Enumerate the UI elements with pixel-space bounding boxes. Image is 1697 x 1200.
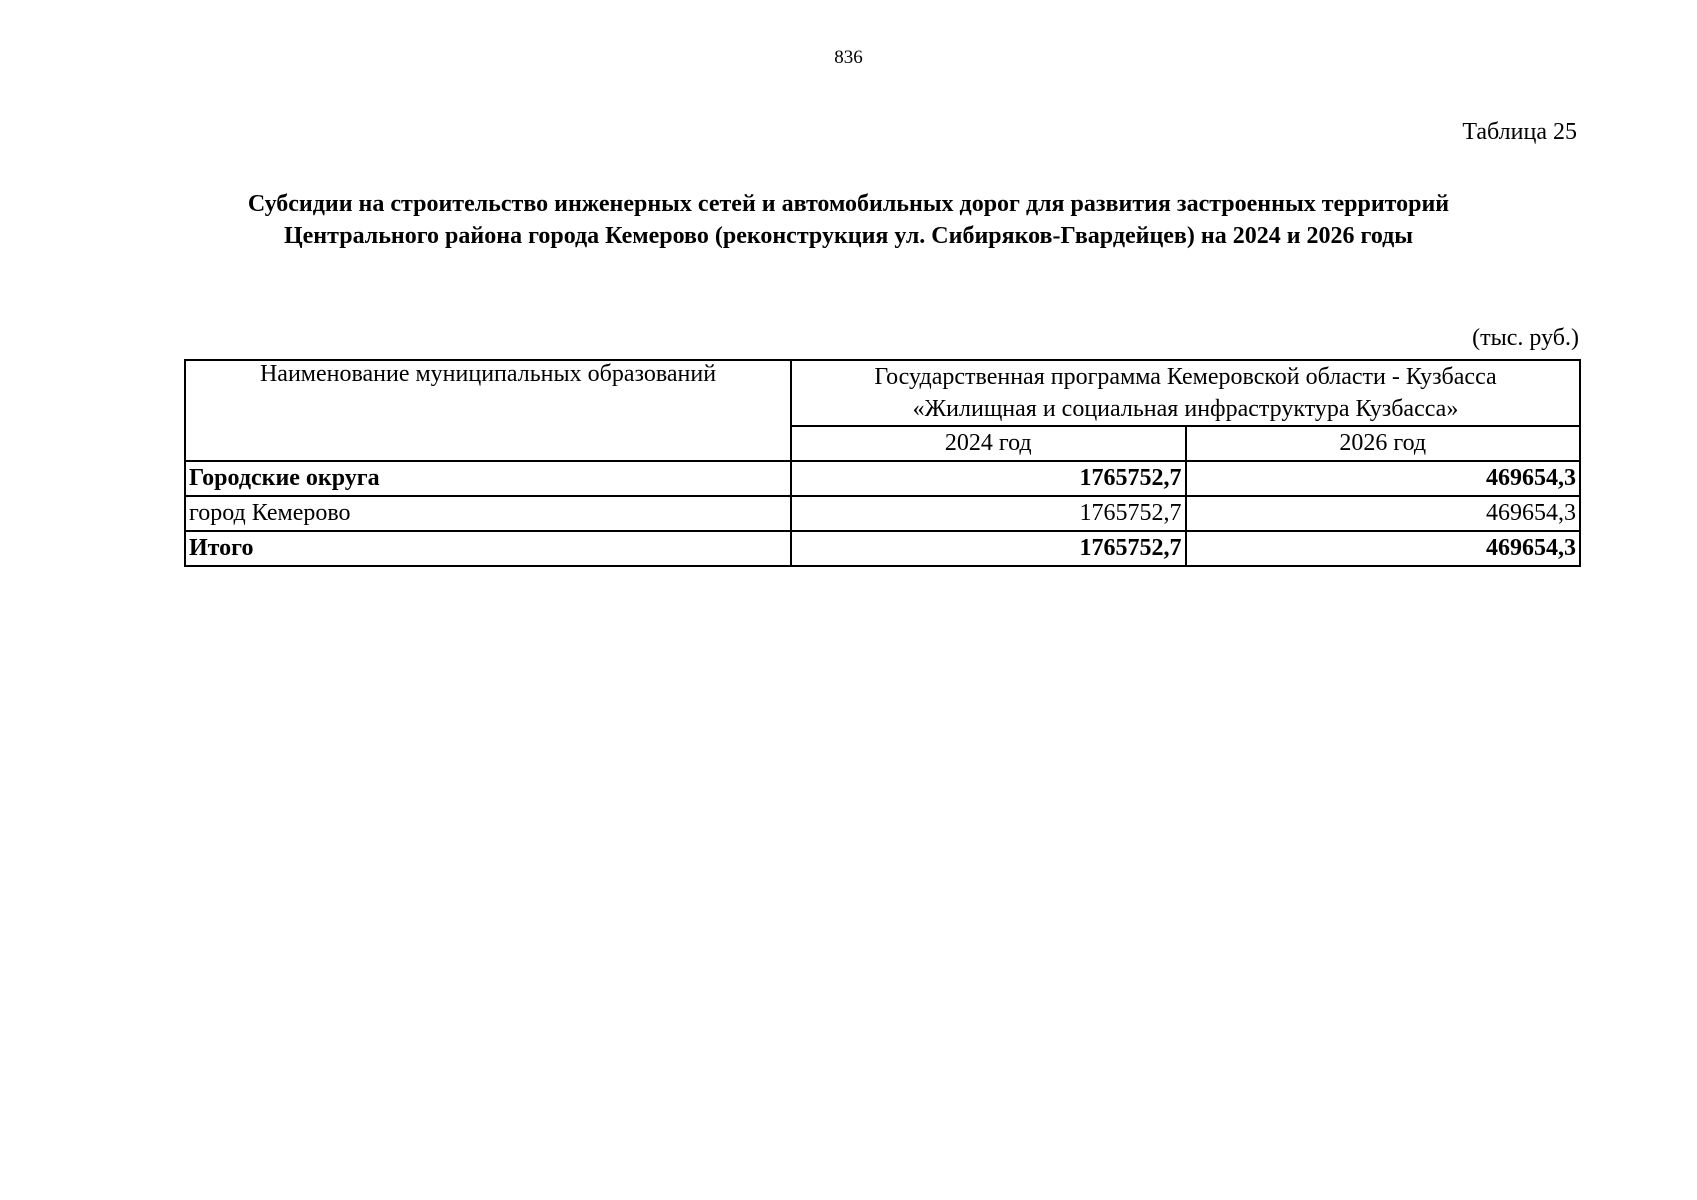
subsidies-table bbox=[184, 359, 1581, 567]
document-title-line-2: Центрального района города Кемерово (реконструкция ул. Сибиряков-Гвардейцев) на 2024 и 2026 годы bbox=[283, 223, 1414, 249]
header-program bbox=[791, 360, 1580, 426]
value-2026: 469654,3 bbox=[1186, 496, 1581, 531]
value-2024: 1765752,7 bbox=[791, 496, 1186, 531]
units-label: (тыс. руб.) bbox=[1472, 325, 1579, 351]
header-program-line-1: Государственная программа Кемеровской области - Кузбасса bbox=[874, 364, 1497, 390]
page-number: 836 bbox=[834, 47, 863, 68]
document-title bbox=[120, 188, 1577, 252]
header-program-line-2: «Жилищная и социальная инфраструктура Кузбасса» bbox=[912, 396, 1459, 422]
value-2024: 1765752,7 bbox=[791, 461, 1186, 496]
header-municipality-name: Наименование муниципальных образований bbox=[185, 360, 791, 461]
value-2026: 469654,3 bbox=[1186, 461, 1581, 496]
header-year-2024: 2024 год bbox=[791, 426, 1186, 461]
value-2026: 469654,3 bbox=[1186, 531, 1581, 566]
row-name: Городские округа bbox=[185, 461, 791, 496]
table-row-total bbox=[185, 531, 1580, 566]
header-year-2026: 2026 год bbox=[1186, 426, 1581, 461]
table-header-row bbox=[185, 360, 1580, 426]
table-row-kemerovo bbox=[185, 496, 1580, 531]
table-row-urban-districts bbox=[185, 461, 1580, 496]
row-name: город Кемерово bbox=[185, 496, 791, 531]
value-2024: 1765752,7 bbox=[791, 531, 1186, 566]
row-name: Итого bbox=[185, 531, 791, 566]
table-label: Таблица 25 bbox=[1462, 119, 1577, 145]
document-title-line-1: Субсидии на строительство инженерных сетей и автомобильных дорог для развития застроенных территорий bbox=[247, 191, 1450, 217]
